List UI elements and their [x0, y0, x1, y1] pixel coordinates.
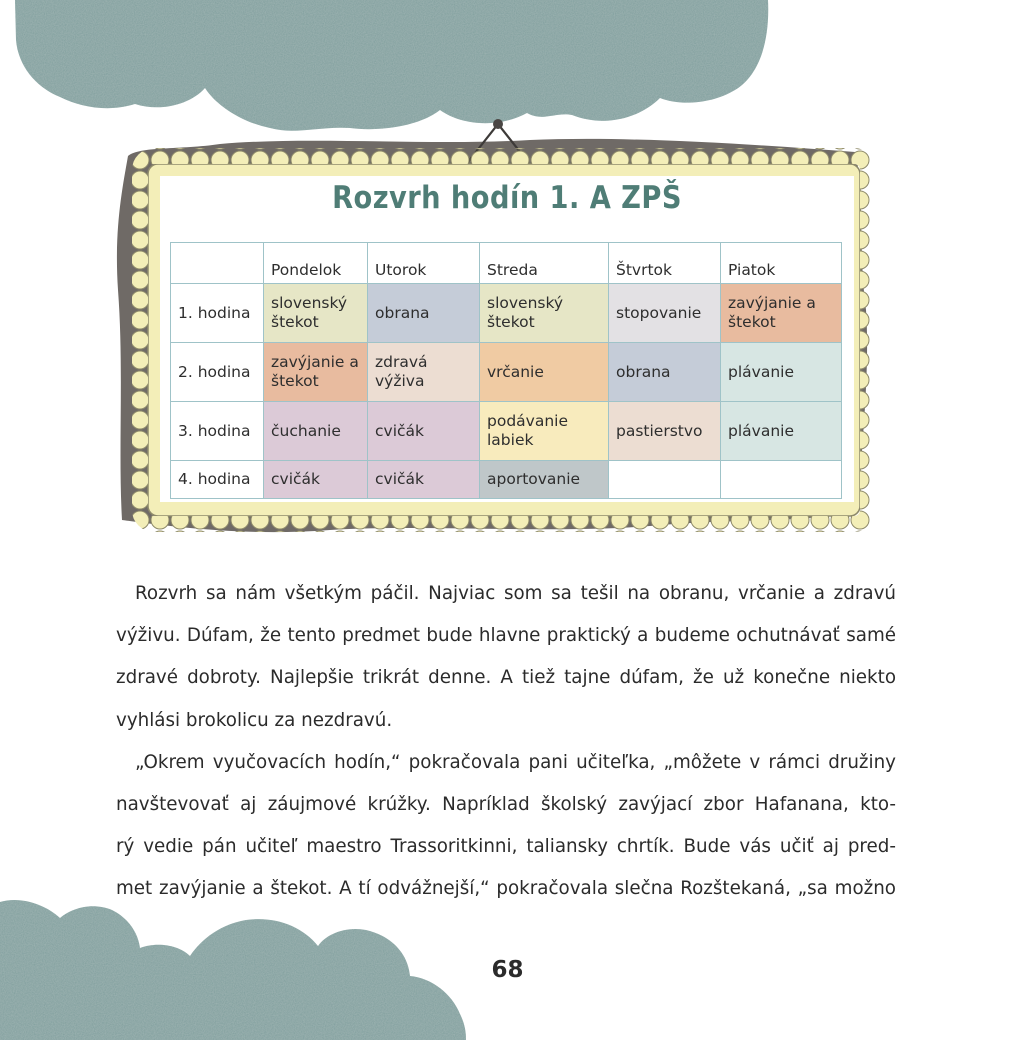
page-number: 68 — [491, 957, 524, 983]
lesson-cell: čuchanie — [264, 402, 368, 461]
story-text — [116, 573, 896, 911]
lesson-cell: slovenský štekot — [480, 284, 609, 343]
header-day-cell: Streda — [480, 243, 609, 284]
table-row — [171, 284, 842, 343]
schedule-title: Rozvrh hodín 1. A ZPŠ — [332, 180, 682, 216]
lesson-cell: cvičák — [264, 461, 368, 499]
text-line: met zavýjanie a štekot. A tí odvážnejší,“ pokračovala slečna Rozštekaná, „sa možno — [116, 878, 896, 900]
header-day-cell: Pondelok — [264, 243, 368, 284]
text-line: výživu. Dúfam, že tento predmet bude hlavne praktický a budeme ochutnávať samé — [116, 625, 896, 647]
lesson-cell — [721, 461, 842, 499]
text-line: rý vedie pán učiteľ maestro Trassoritkinni, taliansky chrtík. Bude vás učiť aj pred- — [116, 836, 896, 858]
lesson-cell: stopovanie — [609, 284, 721, 343]
lesson-cell: vrčanie — [480, 343, 609, 402]
lesson-cell: obrana — [368, 284, 480, 343]
lesson-cell: zdravá výživa — [368, 343, 480, 402]
text-line: Rozvrh sa nám všetkým páčil. Najviac som sa tešil na obranu, vrčanie a zdravú — [135, 583, 896, 604]
hour-label: 2. hodina — [171, 343, 264, 402]
text-line: „Okrem vyučovacích hodín,“ pokračovala pani učiteľka, „môžete v rámci družiny — [135, 751, 896, 773]
header-day-cell: Piatok — [721, 243, 842, 284]
text-line: vyhlási brokolicu za nezdravú. — [116, 709, 393, 731]
lesson-cell: cvičák — [368, 402, 480, 461]
text-line: zdravé dobroty. Najlepšie trikrát denne. A tiež tajne dúfam, že už konečne niekto — [116, 667, 896, 689]
lesson-cell: plávanie — [721, 343, 842, 402]
header-corner-cell — [171, 243, 264, 284]
table-row — [171, 461, 842, 499]
lesson-cell: slovenský štekot — [264, 284, 368, 343]
table-row — [171, 343, 842, 402]
lesson-cell: zavýjanie a štekot — [721, 284, 842, 343]
lesson-cell: obrana — [609, 343, 721, 402]
lesson-cell: podávanie labiek — [480, 402, 609, 461]
header-day-cell: Utorok — [368, 243, 480, 284]
hour-label: 4. hodina — [171, 461, 264, 499]
hour-label: 3. hodina — [171, 402, 264, 461]
lesson-cell: cvičák — [368, 461, 480, 499]
table-header-row — [171, 243, 842, 284]
hour-label: 1. hodina — [171, 284, 264, 343]
table-row — [171, 402, 842, 461]
lesson-cell: plávanie — [721, 402, 842, 461]
lesson-cell: aportovanie — [480, 461, 609, 499]
lesson-cell: pastierstvo — [609, 402, 721, 461]
header-day-cell: Štvrtok — [609, 243, 721, 284]
text-line: navštevovať aj záujmové krúžky. Napríklad školský zavýjací zbor Hafanana, kto- — [116, 794, 896, 816]
schedule-table — [170, 242, 842, 499]
lesson-cell: zavýjanie a štekot — [264, 343, 368, 402]
lesson-cell — [609, 461, 721, 499]
